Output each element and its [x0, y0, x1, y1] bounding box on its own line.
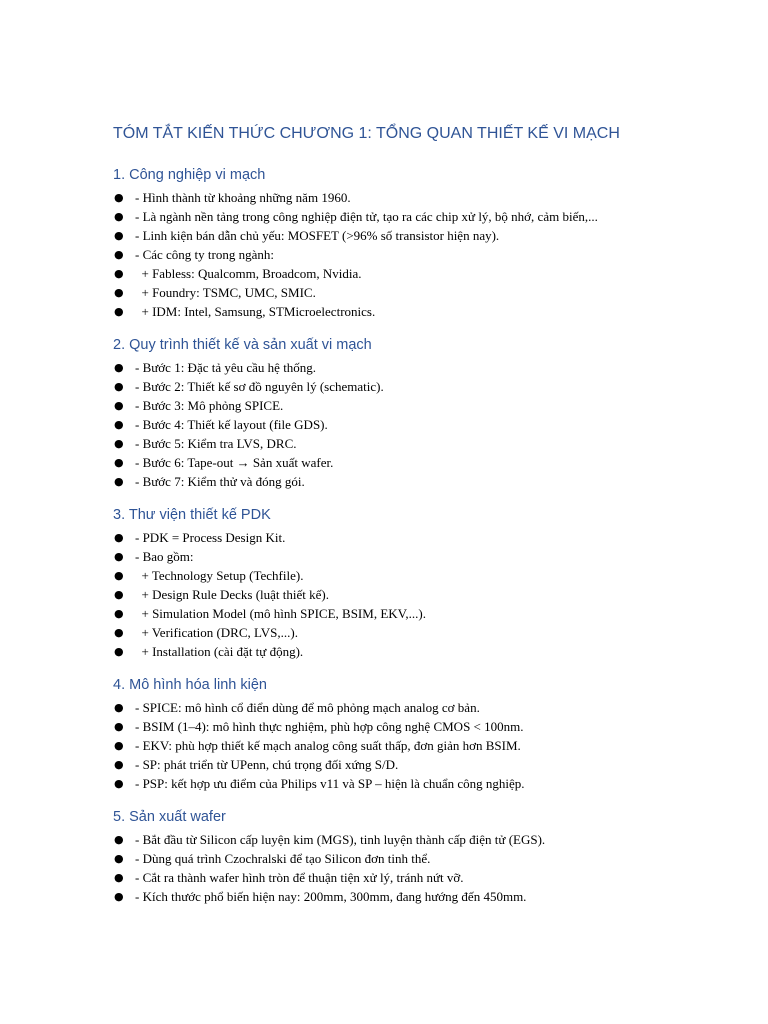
bullet-icon: ● — [114, 248, 124, 261]
list-item-text: - Linh kiện bán dẫn chủ yếu: MOSFET (>96% số transistor hiện nay). — [135, 228, 500, 243]
bullet-icon: ● — [114, 210, 124, 223]
bullet-list — [113, 528, 658, 661]
list-item-text: + Foundry: TSMC, UMC, SMIC. — [135, 285, 316, 300]
bullet-icon: ● — [114, 286, 124, 299]
list-item — [113, 642, 658, 661]
list-item — [113, 830, 658, 849]
section-heading: 2. Quy trình thiết kế và sản xuất vi mạch — [113, 337, 372, 353]
bullet-icon: ● — [114, 267, 124, 280]
list-item — [113, 566, 658, 585]
bullet-icon: ● — [114, 361, 124, 374]
list-item-text: + Technology Setup (Techfile). — [135, 568, 304, 583]
bullet-icon: ● — [114, 399, 124, 412]
list-item — [113, 264, 658, 283]
bullet-list — [113, 698, 658, 793]
list-item — [113, 302, 658, 321]
list-item — [113, 774, 658, 793]
list-item-text: + Design Rule Decks (luật thiết kế). — [135, 587, 329, 602]
list-item — [113, 585, 658, 604]
section-heading: 4. Mô hình hóa linh kiện — [113, 677, 267, 693]
list-item — [113, 887, 658, 906]
list-item — [113, 623, 658, 642]
bullet-icon: ● — [114, 852, 124, 865]
bullet-icon: ● — [114, 833, 124, 846]
bullet-icon: ● — [114, 701, 124, 714]
list-item — [113, 717, 658, 736]
bullet-icon: ● — [114, 645, 124, 658]
section-5 — [113, 806, 658, 906]
bullet-icon: ● — [114, 739, 124, 752]
list-item — [113, 396, 658, 415]
section-heading: 5. Sản xuất wafer — [113, 809, 226, 825]
bullet-icon: ● — [114, 720, 124, 733]
list-item-text: - Bước 5: Kiểm tra LVS, DRC. — [135, 436, 297, 451]
bullet-list — [113, 188, 658, 321]
list-item-text: - Dùng quá trình Czochralski để tạo Silicon đơn tinh thể. — [135, 851, 431, 866]
list-item — [113, 434, 658, 453]
list-item — [113, 868, 658, 887]
bullet-icon: ● — [114, 305, 124, 318]
section-heading: 1. Công nghiệp vi mạch — [113, 167, 266, 183]
bullet-icon: ● — [114, 777, 124, 790]
document-title: TÓM TẮT KIẾN THỨC CHƯƠNG 1: TỔNG QUAN THIẾT KẾ VI MẠCH — [113, 125, 620, 142]
document-page — [113, 122, 658, 919]
list-item — [113, 736, 658, 755]
section-2 — [113, 334, 658, 491]
bullet-icon: ● — [114, 626, 124, 639]
list-item — [113, 245, 658, 264]
list-item — [113, 207, 658, 226]
list-item-text: - SP: phát triển từ UPenn, chú trọng đối xứng S/D. — [135, 757, 399, 772]
bullet-icon: ● — [114, 890, 124, 903]
list-item-text: - EKV: phù hợp thiết kế mạch analog công suất thấp, đơn giản hơn BSIM. — [135, 738, 521, 753]
sections-container — [113, 164, 658, 906]
list-item — [113, 188, 658, 207]
bullet-list — [113, 830, 658, 906]
list-item-text: - Các công ty trong ngành: — [135, 247, 274, 262]
list-item-text: - Bước 7: Kiểm thử và đóng gói. — [135, 474, 305, 489]
list-item — [113, 358, 658, 377]
list-item-text: - PSP: kết hợp ưu điểm của Philips v11 và SP – hiện là chuẩn công nghiệp. — [135, 776, 525, 791]
list-item-text: - Bao gồm: — [135, 549, 194, 564]
list-item-text: + Verification (DRC, LVS,...). — [135, 625, 298, 640]
bullet-icon: ● — [114, 380, 124, 393]
list-item — [113, 755, 658, 774]
list-item-text: + Simulation Model (mô hình SPICE, BSIM, EKV,...). — [135, 606, 426, 621]
list-item — [113, 472, 658, 491]
list-item — [113, 283, 658, 302]
list-item-text: + IDM: Intel, Samsung, STMicroelectronics. — [135, 304, 376, 319]
bullet-icon: ● — [114, 229, 124, 242]
bullet-icon: ● — [114, 418, 124, 431]
bullet-icon: ● — [114, 531, 124, 544]
list-item — [113, 849, 658, 868]
list-item-text: - Kích thước phổ biến hiện nay: 200mm, 300mm, đang hướng đến 450mm. — [135, 889, 527, 904]
bullet-list — [113, 358, 658, 491]
list-item-text: - Là ngành nền tảng trong công nghiệp điện tử, tạo ra các chip xử lý, bộ nhớ, cảm biến,... — [135, 209, 598, 224]
list-item-text: - Hình thành từ khoảng những năm 1960. — [135, 190, 351, 205]
list-item-text: + Installation (cài đặt tự động). — [135, 644, 304, 659]
bullet-icon: ● — [114, 475, 124, 488]
bullet-icon: ● — [114, 758, 124, 771]
list-item-text: - Bắt đầu từ Silicon cấp luyện kim (MGS), tinh luyện thành cấp điện tử (EGS). — [135, 832, 546, 847]
list-item-text: - Cắt ra thành wafer hình tròn để thuận tiện xử lý, tránh nứt vỡ. — [135, 870, 464, 885]
list-item — [113, 377, 658, 396]
bullet-icon: ● — [114, 569, 124, 582]
list-item — [113, 528, 658, 547]
bullet-icon: ● — [114, 588, 124, 601]
list-item-text: - Bước 2: Thiết kế sơ đồ nguyên lý (schematic). — [135, 379, 384, 394]
bullet-icon: ● — [114, 191, 124, 204]
list-item — [113, 453, 658, 472]
bullet-icon: ● — [114, 871, 124, 884]
section-4 — [113, 674, 658, 793]
bullet-icon: ● — [114, 550, 124, 563]
list-item — [113, 547, 658, 566]
list-item — [113, 604, 658, 623]
list-item — [113, 226, 658, 245]
list-item-text: - BSIM (1–4): mô hình thực nghiệm, phù hợp công nghệ CMOS < 100nm. — [135, 719, 524, 734]
list-item-text: - Bước 6: Tape-out → Sản xuất wafer. — [135, 455, 334, 470]
list-item-text: - PDK = Process Design Kit. — [135, 530, 286, 545]
section-1 — [113, 164, 658, 321]
section-heading: 3. Thư viện thiết kế PDK — [113, 507, 271, 523]
section-3 — [113, 504, 658, 661]
list-item — [113, 698, 658, 717]
list-item-text: + Fabless: Qualcomm, Broadcom, Nvidia. — [135, 266, 362, 281]
list-item-text: - Bước 3: Mô phỏng SPICE. — [135, 398, 284, 413]
bullet-icon: ● — [114, 456, 124, 469]
list-item-text: - Bước 4: Thiết kế layout (file GDS). — [135, 417, 328, 432]
bullet-icon: ● — [114, 607, 124, 620]
list-item-text: - Bước 1: Đặc tả yêu cầu hệ thống. — [135, 360, 317, 375]
list-item — [113, 415, 658, 434]
bullet-icon: ● — [114, 437, 124, 450]
list-item-text: - SPICE: mô hình cổ điển dùng để mô phỏng mạch analog cơ bản. — [135, 700, 480, 715]
